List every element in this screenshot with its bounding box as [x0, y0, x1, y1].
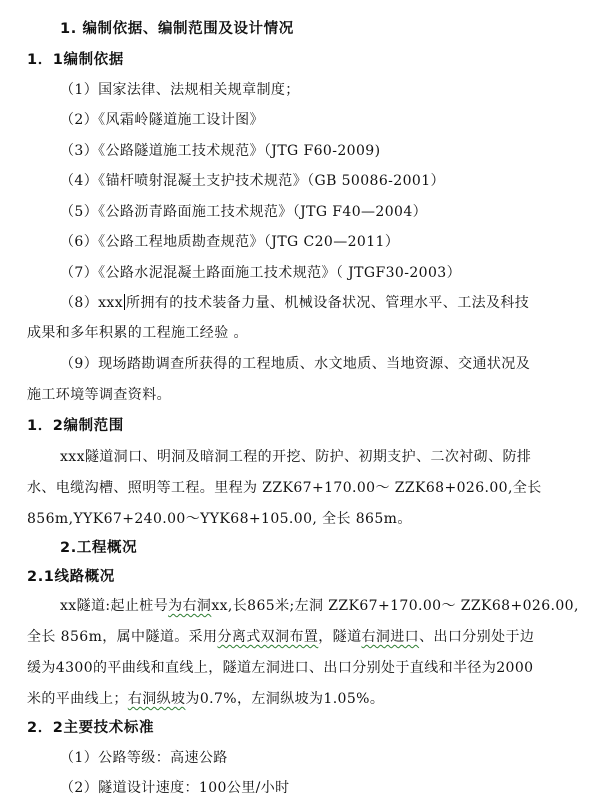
- text-cursor: [124, 294, 125, 310]
- route-line-2: [27, 628, 534, 646]
- basis-item-8-cont: 成果和多年积累的工程施工经验 。: [27, 325, 248, 341]
- heading-1-1: 1．1编制依据: [27, 52, 124, 68]
- route-line-2-b: 分离式双洞布置: [217, 629, 319, 645]
- basis-item-3: （3）《公路隧道施工技术规范》（JTG F60-2009): [60, 143, 381, 159]
- basis-item-2: （2）《风霜岭隧道施工设计图》: [60, 112, 264, 128]
- basis-item-8-prefix: （8）xxx: [60, 295, 123, 311]
- basis-item-5: （5）《公路沥青路面施工技术规范》（JTG F40—2004）: [60, 204, 428, 220]
- route-line-3: 缓为4300的平曲线和直线上，隧道左洞进口、出口分别处于直线和半径为2000: [27, 660, 534, 676]
- route-line-1-a: xx隧道:起止桩号: [60, 598, 169, 614]
- route-line-2-a: 全长 856m，属中隧道。采用: [27, 629, 218, 645]
- basis-item-8: [60, 294, 529, 312]
- scope-line-3: 856m,YYK67+240.00～YYK68+105.00, 全长 865m。: [27, 511, 412, 527]
- route-line-4: [27, 690, 384, 708]
- route-line-2-e: 、出口分别处于边: [419, 629, 535, 645]
- heading-1: 1. 编制依据、编制范围及设计情况: [60, 21, 294, 37]
- basis-item-8-text: 所拥有的技术装备力量、机械设备状况、管理水平、工法及科技: [126, 295, 530, 311]
- scope-line-2: 水、电缆沟槽、照明等工程。里程为 ZZK67+170.00～ ZZK68+026.00,全长: [27, 480, 542, 496]
- route-line-2-d: 右洞进口: [361, 629, 420, 645]
- route-line-1-b: 为右洞: [168, 598, 212, 614]
- route-line-4-c: 为0.7%，左洞纵坡为1.05%。: [185, 691, 385, 707]
- heading-2-1: 2.1线路概况: [27, 569, 115, 585]
- heading-1-2: 1．2编制范围: [27, 418, 124, 434]
- scope-line-1: xxx隧道洞口、明洞及暗洞工程的开挖、防护、初期支护、二次衬砌、防排: [60, 449, 532, 465]
- route-line-4-b: 右洞纵坡: [127, 691, 186, 707]
- standard-item-1: （1）公路等级：高速公路: [60, 750, 228, 766]
- basis-item-4: （4）《锚杆喷射混凝土支护技术规范》（GB 50086-2001）: [60, 173, 445, 189]
- heading-2: 2.工程概况: [60, 540, 138, 556]
- basis-item-7: （7）《公路水泥混凝土路面施工技术规范》（ JTGF30-2003）: [60, 265, 461, 281]
- route-line-2-c: ，隧道: [318, 629, 362, 645]
- basis-item-9: （9）现场踏勘调查所获得的工程地质、水文地质、当地资源、交通状况及: [60, 356, 531, 372]
- heading-2-2: 2．2主要技术标准: [27, 720, 155, 736]
- route-line-4-a: 米的平曲线上；: [27, 691, 128, 707]
- route-line-1-c: xx,长865米;左洞 ZZK67+170.00～ ZZK68+026.00,: [211, 598, 579, 614]
- route-line-1: [60, 597, 579, 615]
- standard-item-2: （2）隧道设计速度：100公里/小时: [60, 780, 290, 796]
- basis-item-1: （1）国家法律、法规相关规章制度；: [60, 82, 300, 98]
- basis-item-6: （6）《公路工程地质勘查规范》（JTG C20—2011）: [60, 234, 400, 250]
- basis-item-9-cont: 施工环境等调查资料。: [27, 387, 171, 403]
